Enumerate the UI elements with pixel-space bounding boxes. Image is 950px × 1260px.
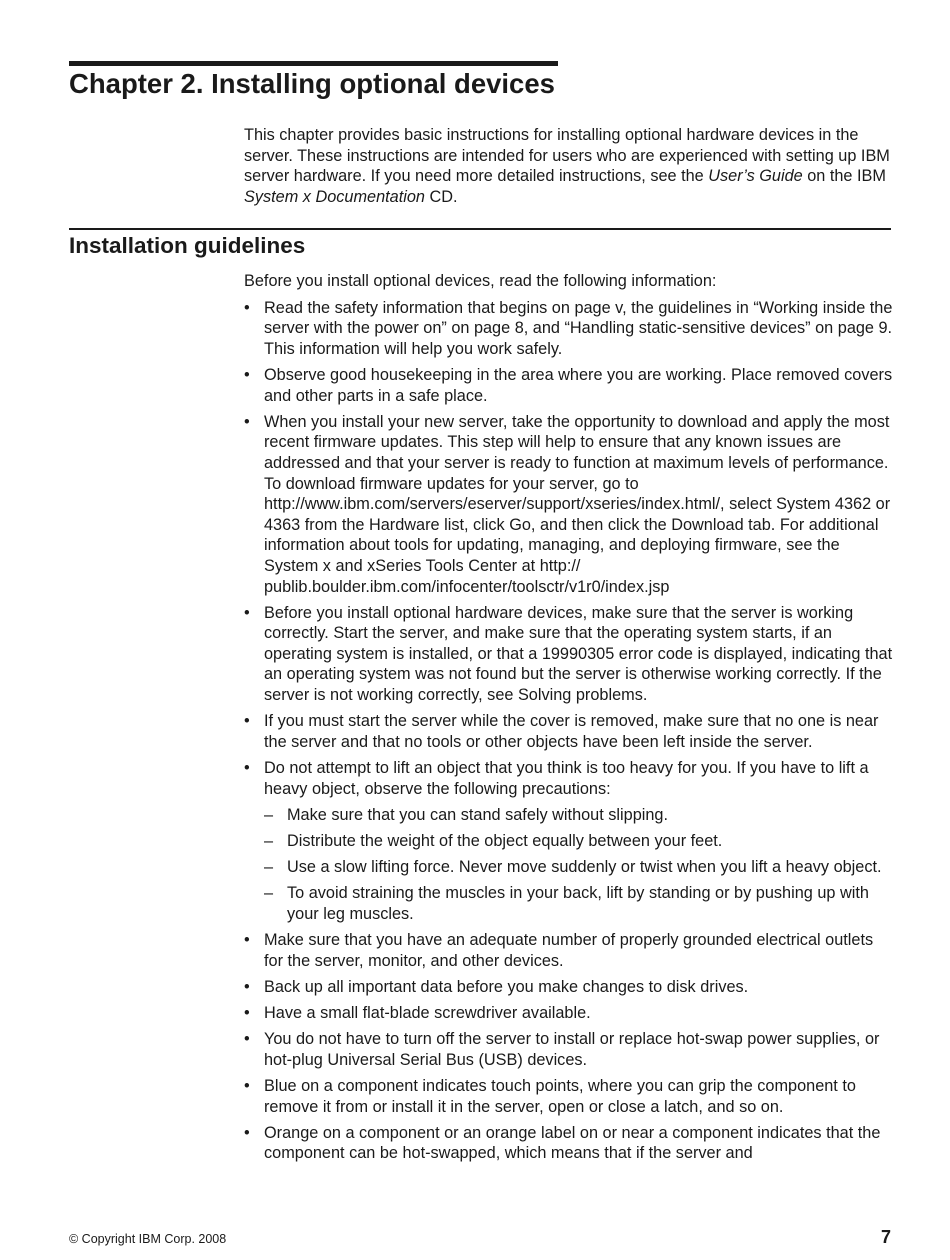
list-item-text: Read the safety information that begins on page v, the guidelines in “Working inside the server with the power on” on page 8, and “Handling static-sensitive devices” on page 9. This information will help you work safely.: [264, 298, 893, 358]
sub-list-item-text: Use a slow lifting force. Never move suddenly or twist when you lift a heavy object.: [287, 858, 882, 877]
bullet-marker: •: [244, 977, 250, 996]
list-item: [244, 1123, 894, 1164]
lifting-precautions-list: [264, 805, 894, 925]
list-item: [244, 1076, 894, 1117]
list-item: [244, 930, 894, 971]
chapter-intro: [244, 125, 894, 207]
list-item-text: Do not attempt to lift an object that you think is too heavy for you. If you have to lift a heavy object, observe the following precautions:: [264, 759, 869, 798]
bullet-marker: •: [244, 298, 250, 317]
bullet-marker: •: [244, 1030, 250, 1049]
sub-list-item: [264, 857, 894, 878]
sub-list-item: [264, 831, 894, 852]
list-item: [244, 412, 894, 597]
bullet-marker: •: [244, 365, 250, 384]
list-item-text: Make sure that you have an adequate number of properly grounded electrical outlets for the server, monitor, and other devices.: [264, 931, 874, 970]
chapter-title: Chapter 2. Installing optional devices: [69, 68, 555, 99]
dash-marker: –: [264, 832, 274, 850]
list-item: [244, 758, 894, 925]
page-number: 7: [880, 1227, 891, 1247]
documentation-cd-title: System x Documentation: [244, 187, 425, 206]
bullet-marker: •: [244, 1123, 250, 1142]
bullet-marker: •: [244, 712, 250, 731]
dash-marker: –: [264, 858, 274, 877]
list-item-text: Blue on a component indicates touch points, where you can grip the component to remove it from or install it in the server, open or close a latch, and so on.: [264, 1077, 856, 1116]
guidelines-list: [244, 298, 894, 1164]
sub-list-item-text: To avoid straining the muscles in your back, lift by standing or by pushing up with your leg muscles.: [287, 884, 869, 923]
list-item-text: You do not have to turn off the server to install or replace hot-swap power supplies, or hot-plug Universal Serial Bus (USB) devices.: [264, 1030, 880, 1069]
sub-list-item: [264, 805, 894, 826]
bullet-marker: •: [244, 1004, 250, 1023]
list-item: [244, 977, 894, 998]
list-item-text: Have a small flat-blade screwdriver available.: [264, 1004, 591, 1023]
users-guide-title: User’s Guide: [708, 167, 803, 186]
list-item: [244, 298, 894, 360]
list-item-text: When you install your new server, take the opportunity to download and apply the most recent firmware updates. This step will help to ensure that any known issues are addressed and that your server is ready to function at maximum levels of performance. To download firmware updates for your server, go to http://www.ibm.com/servers/eserver/support/xseries/index.html/, select System 4362 or 4363 from the Hardware list, click Go, and then click the Download tab. For additional information about tools for updating, managing, and deploying firmware, see the System x and xSeries Tools Center at http:// publib.boulder.ibm.com/infocenter/toolsctr/v1r0/index.jsp: [264, 412, 891, 596]
guidelines-lead: Before you install optional devices, read the following information:: [244, 272, 717, 290]
section-heading-rule: [69, 228, 891, 230]
sub-list-item-text: Distribute the weight of the object equally between your feet.: [287, 832, 723, 850]
dash-marker: –: [264, 805, 274, 824]
list-item-text: Observe good housekeeping in the area where you are working. Place removed covers and other parts in a safe place.: [264, 365, 893, 405]
intro-text-middle: on the IBM: [802, 167, 886, 186]
bullet-marker: •: [244, 603, 250, 622]
list-item: [244, 1029, 894, 1070]
sub-list-item-text: Make sure that you can stand safely without slipping.: [287, 805, 669, 824]
intro-text-after: CD.: [424, 187, 458, 206]
dash-marker: –: [264, 884, 274, 903]
list-item: [244, 711, 894, 752]
bullet-marker: •: [244, 931, 250, 950]
bullet-marker: •: [244, 412, 250, 431]
list-item: [244, 365, 894, 406]
chapter-heading-rule: [69, 61, 558, 66]
intro-text-before: This chapter provides basic instructions for installing optional hardware devices in the server. These instructions are intended for users who are experienced with setting up IBM server hardware. If you need more detailed instructions, see the: [244, 126, 890, 186]
list-item: [244, 1003, 894, 1024]
list-item: [244, 603, 894, 706]
list-item-text: Orange on a component or an orange label on or near a component indicates that the component can be hot-swapped, which means that if the server and: [264, 1123, 881, 1163]
guidelines-body: [244, 271, 894, 1170]
section-title: Installation guidelines: [69, 233, 306, 258]
list-item-text: Back up all important data before you make changes to disk drives.: [264, 977, 749, 996]
sub-list-item: [264, 883, 894, 924]
copyright-notice: © Copyright IBM Corp. 2008: [69, 1232, 227, 1246]
bullet-marker: •: [244, 759, 250, 778]
list-item-text: Before you install optional hardware devices, make sure that the server is working correctly. Start the server, and make sure that the operating system starts, if an operating system is installed, or that a 19990305 error code is displayed, indicating that an operating system was not found but the server is otherwise working correctly. If the server is not working correctly, see Solving problems.: [264, 603, 893, 705]
list-item-text: If you must start the server while the cover is removed, make sure that no one is near the server and that no tools or other objects have been left inside the server.: [264, 712, 879, 751]
bullet-marker: •: [244, 1077, 250, 1096]
